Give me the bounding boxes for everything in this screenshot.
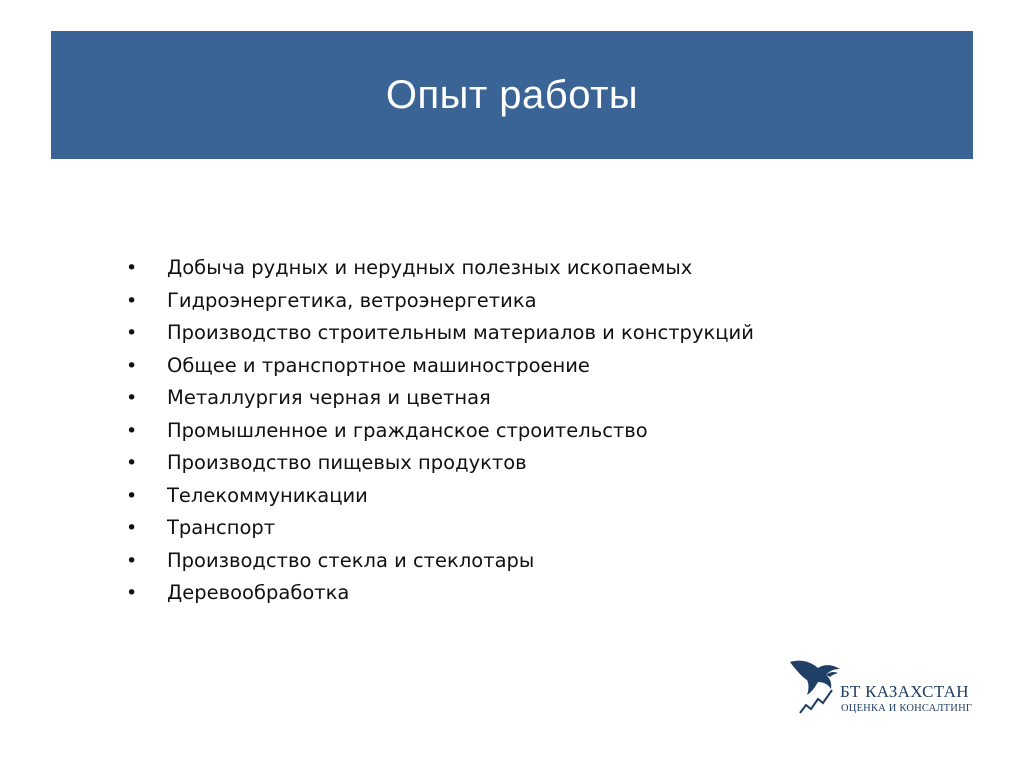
list-item-text: Промышленное и гражданское строительство [167, 418, 648, 442]
slide-title: Опыт работы [385, 72, 639, 117]
list-item [126, 256, 754, 289]
bullet-icon: • [126, 517, 138, 539]
list-item-text: Гидроэнергетика, ветроэнергетика [167, 288, 537, 312]
bullet-icon: • [126, 452, 138, 474]
bullet-icon: • [126, 289, 138, 312]
eagle-icon [788, 656, 844, 716]
list-item [126, 549, 754, 582]
list-item [126, 451, 754, 484]
list-item [126, 581, 754, 614]
list-item [126, 354, 754, 387]
list-item-text: Производство строительным материалов и конструкций [167, 321, 754, 344]
bullet-icon: • [126, 582, 138, 604]
list-item [126, 321, 754, 354]
bullet-icon: • [126, 484, 138, 507]
list-item-text: Транспорт [167, 516, 276, 539]
company-logo [788, 656, 988, 720]
list-item [126, 516, 754, 549]
list-item-text: Производство пищевых продуктов [167, 451, 527, 474]
title-bar [51, 31, 973, 159]
list-item-text: Металлургия черная и цветная [167, 386, 491, 409]
experience-list [126, 256, 754, 614]
list-item-text: Добыча рудных и нерудных полезных ископаемых [167, 256, 693, 279]
list-item-text: Деревообработка [167, 581, 350, 604]
list-item [126, 484, 754, 517]
bullet-icon: • [126, 549, 138, 572]
list-item [126, 289, 754, 322]
logo-company-name: БТ КАЗАХСТАН [840, 682, 969, 701]
list-item-text: Производство стекла и стеклотары [167, 548, 535, 572]
bullet-icon: • [126, 387, 138, 409]
list-item [126, 386, 754, 419]
bullet-icon: • [126, 322, 138, 344]
logo-tagline: ОЦЕНКА И КОНСАЛТИНГ [841, 703, 973, 714]
list-item-text: Телекоммуникации [167, 483, 368, 507]
bullet-icon: • [126, 419, 138, 442]
list-item [126, 419, 754, 452]
list-item-text: Общее и транспортное машиностроение [167, 353, 590, 377]
bullet-icon: • [126, 354, 138, 377]
bullet-icon: • [126, 257, 138, 279]
